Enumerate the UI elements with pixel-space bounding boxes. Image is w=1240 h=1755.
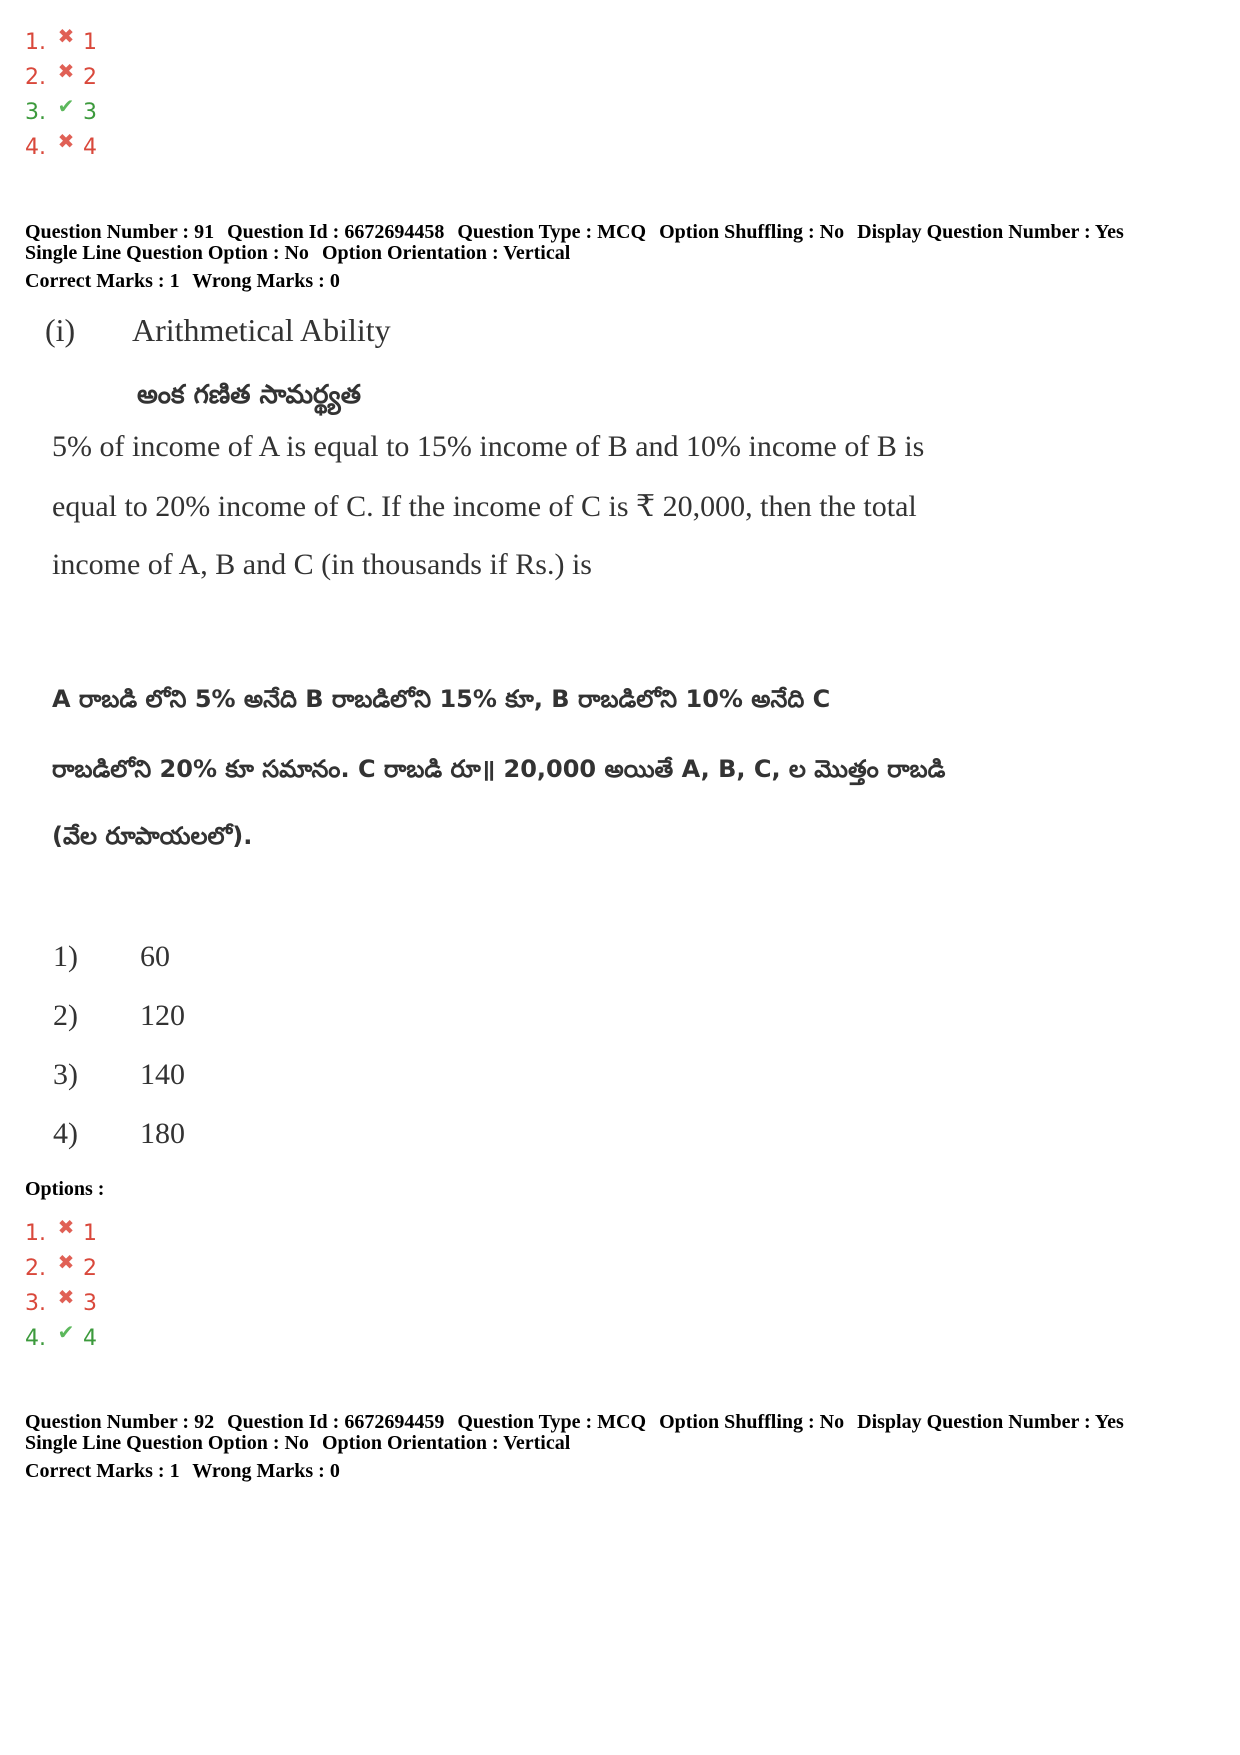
cross-icon: ✖ [57,129,75,153]
question-number: Question Number : 92 [25,1411,215,1433]
cross-icon: ✖ [57,1215,75,1239]
answer-value: 120 [140,999,185,1032]
question-text-te-line-2: రాబడిలోని 20% కూ సమానం. C రాబడి రూ॥ 20,000 అయితే A, B, C, ల మొత్తం రాబడి [52,755,946,783]
correct-marks: Correct Marks : 1 [25,270,180,292]
option-shuffling: Option Shuffling : No [659,221,845,243]
cross-icon: ✖ [57,1250,75,1274]
q91-meta-line1 [25,222,1132,243]
option-value: 3 [83,99,97,125]
question-type: Question Type : MCQ [457,1411,647,1433]
question-type: Question Type : MCQ [457,221,647,243]
cross-icon: ✖ [57,1285,75,1309]
question-text-te-line-3: (వేల రూపాయలలో). [52,822,253,850]
answer-number: 4) [53,1117,78,1150]
option-number: 4. [25,1325,46,1351]
option-value: 1 [83,29,97,55]
q91-meta-line2 [25,243,578,264]
q92-meta-line2 [25,1433,578,1454]
single-line-option: Single Line Question Option : No [25,242,309,264]
option-number: 1. [25,1220,46,1246]
option-shuffling: Option Shuffling : No [659,1411,845,1433]
wrong-marks: Wrong Marks : 0 [192,1460,340,1482]
question-image [25,300,1085,1160]
option-number: 3. [25,1290,46,1316]
answer-value: 180 [140,1117,185,1150]
cross-icon: ✖ [57,24,75,48]
display-question-number: Display Question Number : Yes [857,221,1124,243]
q92-meta-line1 [25,1412,1132,1433]
option-number: 2. [25,1255,46,1281]
answer-choice-3 [25,1058,425,1098]
answer-number: 1) [53,940,78,973]
section-number: (i) [45,312,76,348]
option-orientation: Option Orientation : Vertical [321,242,571,264]
correct-marks: Correct Marks : 1 [25,1460,180,1482]
q91-meta-line3 [25,271,348,292]
prev-option-1 [25,24,97,57]
prev-option-3 [25,94,97,127]
answer-choice-1 [25,940,425,980]
answer-choice-4 [25,1117,425,1157]
option-value: 1 [83,1220,97,1246]
option-number: 3. [25,99,46,125]
check-icon: ✔ [57,1320,75,1344]
answer-value: 140 [140,1058,185,1091]
section-title: Arithmetical Ability [132,312,391,348]
option-number: 1. [25,29,46,55]
q92-meta-line3 [25,1461,348,1482]
option-number: 2. [25,64,46,90]
question-text-te-line-1: A రాబడి లోని 5% అనేది B రాబడిలోని 15% కూ, B రాబడిలోని 10% అనేది C [52,685,831,713]
options-label: Options : [25,1178,105,1200]
cross-icon: ✖ [57,59,75,83]
option-1 [25,1215,97,1248]
answer-number: 3) [53,1058,78,1091]
prev-option-4 [25,129,97,162]
answer-choice-2 [25,999,425,1039]
check-icon: ✔ [57,94,75,118]
display-question-number: Display Question Number : Yes [857,1411,1124,1433]
question-id: Question Id : 6672694458 [227,221,445,243]
option-3 [25,1285,97,1318]
option-value: 2 [83,1255,97,1281]
answer-number: 2) [53,999,78,1032]
option-value: 4 [83,1325,97,1351]
option-4 [25,1320,97,1353]
option-value: 3 [83,1290,97,1316]
question-text-en-line-1: 5% of income of A is equal to 15% income of B and 10% income of B is [52,430,925,463]
option-value: 2 [83,64,97,90]
prev-option-2 [25,59,97,92]
answer-value: 60 [140,940,170,973]
option-value: 4 [83,134,97,160]
question-number: Question Number : 91 [25,221,215,243]
single-line-option: Single Line Question Option : No [25,1432,309,1454]
section-title-telugu: అంక గణిత సామర్థ్యత [137,380,361,410]
option-number: 4. [25,134,46,160]
question-id: Question Id : 6672694459 [227,1411,445,1433]
question-text-en-line-3: income of A, B and C (in thousands if Rs.) is [52,548,592,581]
option-2 [25,1250,97,1283]
option-orientation: Option Orientation : Vertical [321,1432,571,1454]
question-text-en-line-2: equal to 20% income of C. If the income of C is ₹ 20,000, then the total [52,490,917,523]
wrong-marks: Wrong Marks : 0 [192,270,340,292]
